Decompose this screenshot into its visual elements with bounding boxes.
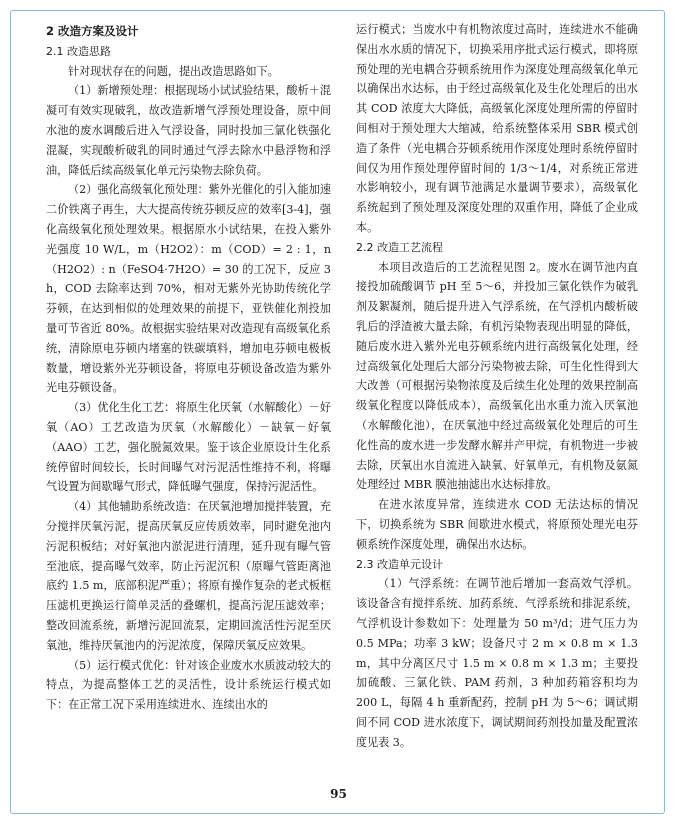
- paragraph: （1）新增预处理：根据现场小试试验结果，酸析＋混凝可有效实现破乳，故改造新增气浮预处理设备，原中间水池的废水调酸后进入气浮设备，同时投加三氯化铁强化混凝，实现酸析破乳的同时通过气浮去除水中悬浮物和浮油，降低后续高级氧化单元污染物去除负荷。: [46, 84, 331, 177]
- paragraph: 针对现状存在的问题，提出改造思路如下。: [68, 64, 279, 78]
- paragraph: 运行模式；当废水中有机物浓度过高时，连续进水不能确保出水水质的情况下，切换采用序批式运行模式，即将原预处理的光电耦合芬顿系统用作为深度处理高级氧化单元以确保出水达标，由于经过高级氧化及生化处理后的出水其 COD 浓度大大降低，高级氧化深度处理所需的停留时间相对于预处理大大缩减，给系统整体采用 SBR 模式创造了条件（光电耦合芬顿系统用作深度处理时系统停留时间仅为用作预处理停留时间的 1/3～1/4，对系统正常进水影响较小，现有调节池满足水量调节要求），高级氧化系统起到了预处理及深度处理的双重作用，降低了企业成本。: [356, 23, 638, 234]
- page-number: 95: [330, 787, 347, 801]
- paragraph: （5）运行模式优化：针对该企业废水水质波动较大的特点，为提高整体工艺的灵活性，设计系统运行模式如下：在正常工况下采用连续进水、连续出水的: [46, 658, 331, 712]
- paragraph: （1）气浮系统：在调节池后增加一套高效气浮机。该设备含有搅拌系统、加药系统、气浮系统和排泥系统，气浮机设计参数如下：处理量为 50 m³/d；进气压力为 0.5 MPa；功率 3 kW；设备尺寸 2 m × 0.8 m × 1.3 m，其中分离区尺寸 1.5 m × 0.8 m × 1.3 m；主要投加硫酸、三氯化铁、PAM 药剂，3 种加药箱容积均为 200 L，每隔 4 h 重新配药，控制 pH 为 5～6；调试期间不同 COD 进水浓度下，调试期间药剂投加量及配置浓度见表 3。: [356, 577, 638, 749]
- right-column: [356, 20, 638, 752]
- paragraph: （4）其他辅助系统改造：在厌氧池增加搅拌装置，充分搅拌厌氧污泥，提高厌氧反应传质效率，同时避免池内污泥积板结；对好氧池内淤泥进行清理，延升现有曝气管至池底，提高曝气效率，防止污泥沉积（原曝气管距离池底约 1.5 m，底部积泥严重）；将原有操作复杂的老式板框压滤机更换运行简单灵活的叠螺机，提高污泥压滤效率；整改回流系统，新增污泥回流泵，定期回流活性污泥至厌氧池，维持厌氧池内的污泥浓度，保障厌氧反应效果。: [46, 500, 331, 652]
- paragraph: （3）优化生化工艺：将原生化厌氧（水解酸化）－好氧（AO）工艺改造为厌氧（水解酸化）－缺氧－好氧（AAO）工艺，强化脱氮效果。鉴于该企业原设计生化系统停留时间较长，长时间曝气对污泥活性维持不利，将曝气设置为间歇曝气形式，降低曝气强度，保持污泥活性。: [46, 401, 331, 494]
- paragraph: 在进水浓度异常，连续进水 COD 无法达标的情况下，切换系统为 SBR 间歇进水模式，将原预处理光电芬顿系统作深度处理，确保出水达标。: [356, 498, 638, 551]
- subsection-title: 2.3 改造单元设计: [356, 557, 443, 571]
- left-column: [46, 22, 331, 715]
- paragraph: （2）强化高级氧化预处理：紫外光催化的引入能加速二价铁离子再生，大大提高传统芬顿反应的效率[3-4]，强化高级氧化预处理效果。根据原水小试结果，在投入紫外光强度 10 W/L，m（H2O2）：m（COD）= 2 : 1，n（H2O2）: n（FeSO4·7H2O）= 30 的工况下，反应 3 h，COD 去除率达到 70%，相对无紫外光协助传统化学芬顿，在达到相似的处理效果的前提下，亚铁催化剂投加量可节省近 80%。故根据实验结果对改造现有高级氧化系统，清除原电芬顿内堵塞的铁碳填料，增加电芬顿电极板数量，增设紫外光芬顿设备，将原电芬顿设备改造为紫外光电芬顿设备。: [46, 183, 331, 395]
- subsection-title: 2.2 改造工艺流程: [356, 240, 443, 254]
- section-title: 2 改造方案及设计: [46, 24, 139, 38]
- paragraph: 本项目改造后的工艺流程见图 2。废水在调节池内直接投加硫酸调节 pH 至 5～6，并投加三氯化铁作为破乳剂及絮凝剂，随后提升进入气浮系统，在气浮机内酸析破乳后的浮渣被大量去除，有机污染物表现出明显的降低，随后废水进入紫外光电芬顿系统内进行高级氧化处理，经过高级氧化处理后大部分污染物被去除，可生化性得到大大改善（可根据污染物浓度及后续生化处理的效果控制高级氧化程度以降低成本），高级氧化出水重力流入厌氧池（水解酸化池），在厌氧池中经过高级氧化处理后的可生化性高的废水进一步发酵水解并产甲烷，有机物进一步被去除，厌氧出水自流进入缺氧、好氧单元，有机物及氨氮处理经过 MBR 膜池抽滤出水达标排放。: [356, 260, 638, 492]
- subsection-title: 2.1 改造思路: [46, 44, 111, 58]
